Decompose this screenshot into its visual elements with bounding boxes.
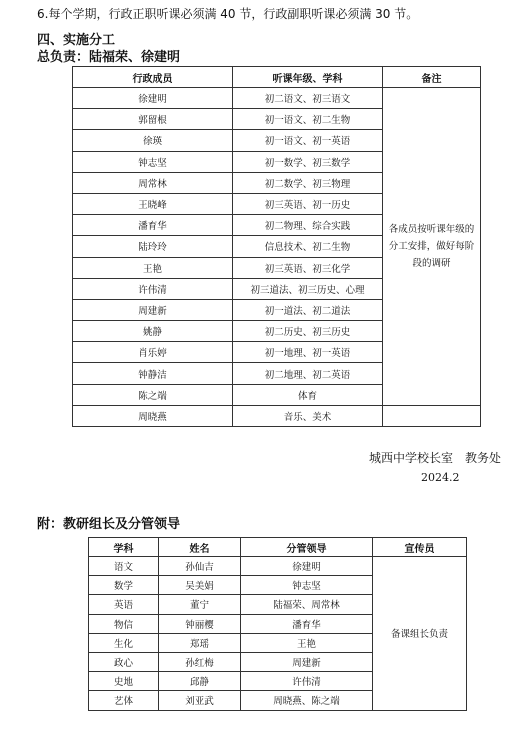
signature-date: 2024.2	[421, 471, 460, 484]
member-subjects: 音乐、美术	[233, 405, 383, 426]
supervisor-cell: 钟志坚	[241, 576, 373, 595]
supervisor-cell: 周晓燕、陈之端	[241, 691, 373, 710]
member-name: 肖乐婷	[73, 342, 233, 363]
header-leader: 分管领导	[241, 538, 373, 557]
subject-cell: 语文	[89, 557, 159, 576]
leader-name-cell: 董宁	[159, 595, 241, 614]
assignment-note: 各成员按听课年级的分工安排，做好每阶段的调研	[383, 88, 481, 406]
subject-cell: 英语	[89, 595, 159, 614]
supervisor-cell: 陆福荣、周常林	[241, 595, 373, 614]
assignment-table-header	[73, 67, 481, 88]
member-subjects: 初一数学、初三数学	[233, 151, 383, 172]
table-row	[89, 557, 467, 576]
header-publicist: 宣传员	[373, 538, 467, 557]
header-member: 行政成员	[73, 67, 233, 88]
table-row	[73, 405, 481, 426]
member-name: 钟志坚	[73, 151, 233, 172]
lead-responsible: 总负责：陆福荣、徐建明	[37, 50, 181, 65]
supervisor-cell: 徐建明	[241, 557, 373, 576]
subject-cell: 艺体	[89, 691, 159, 710]
member-name: 徐建明	[73, 88, 233, 109]
header-name: 姓名	[159, 538, 241, 557]
leader-name-cell: 郑瑶	[159, 633, 241, 652]
member-subjects: 初一地理、初一英语	[233, 342, 383, 363]
subject-cell: 史地	[89, 672, 159, 691]
member-name: 王艳	[73, 257, 233, 278]
member-subjects: 初二历史、初三历史	[233, 321, 383, 342]
member-name: 周晓燕	[73, 405, 233, 426]
member-subjects: 初二物理、综合实践	[233, 215, 383, 236]
member-subjects: 初二地理、初二英语	[233, 363, 383, 384]
group-leader-table-header	[89, 538, 467, 557]
table-row	[73, 88, 481, 109]
signature-org: 城西中学校长室 教务处	[369, 451, 502, 465]
assignment-table	[72, 66, 481, 427]
member-subjects: 初三英语、初一历史	[233, 193, 383, 214]
empty-note-cell	[383, 405, 481, 426]
supervisor-cell: 潘育华	[241, 614, 373, 633]
member-subjects: 体育	[233, 384, 383, 405]
member-name: 许伟清	[73, 278, 233, 299]
leader-name-cell: 吴美娟	[159, 576, 241, 595]
leader-name-cell: 钟丽樱	[159, 614, 241, 633]
member-subjects: 初三英语、初三化学	[233, 257, 383, 278]
leader-name-cell: 刘亚武	[159, 691, 241, 710]
member-subjects: 初三道法、初三历史、心理	[233, 278, 383, 299]
supervisor-cell: 许伟清	[241, 672, 373, 691]
member-name: 钟静洁	[73, 363, 233, 384]
member-name: 陈之端	[73, 384, 233, 405]
member-subjects: 初一道法、初二道法	[233, 299, 383, 320]
member-name: 王晓峰	[73, 193, 233, 214]
leader-name-cell: 邱静	[159, 672, 241, 691]
member-name: 姚静	[73, 321, 233, 342]
leader-name-cell: 孙红梅	[159, 652, 241, 671]
member-name: 郭留根	[73, 109, 233, 130]
member-subjects: 初一语文、初一英语	[233, 130, 383, 151]
member-name: 陆玲玲	[73, 236, 233, 257]
supervisor-cell: 王艳	[241, 633, 373, 652]
member-name: 周建新	[73, 299, 233, 320]
rule-line-6: 6.每个学期，行政正职听课必须满 40 节，行政副职听课必须满 30 节。	[37, 7, 419, 21]
publicist-note: 备课组长负责	[373, 557, 467, 711]
subject-cell: 物信	[89, 614, 159, 633]
header-subjects: 听课年级、学科	[233, 67, 383, 88]
leader-name-cell: 孙仙吉	[159, 557, 241, 576]
header-subject: 学科	[89, 538, 159, 557]
supervisor-cell: 周建新	[241, 652, 373, 671]
section-title: 四、实施分工	[37, 33, 116, 48]
subject-cell: 生化	[89, 633, 159, 652]
member-subjects: 初二数学、初三物理	[233, 172, 383, 193]
member-subjects: 初二语文、初三语文	[233, 88, 383, 109]
member-subjects: 信息技术、初二生物	[233, 236, 383, 257]
subject-cell: 政心	[89, 652, 159, 671]
appendix-title: 附：教研组长及分管领导	[37, 517, 181, 532]
member-name: 周常林	[73, 172, 233, 193]
member-subjects: 初一语文、初二生物	[233, 109, 383, 130]
member-name: 潘育华	[73, 215, 233, 236]
subject-cell: 数学	[89, 576, 159, 595]
group-leader-table	[88, 537, 467, 711]
member-name: 徐瑛	[73, 130, 233, 151]
header-note: 备注	[383, 67, 481, 88]
